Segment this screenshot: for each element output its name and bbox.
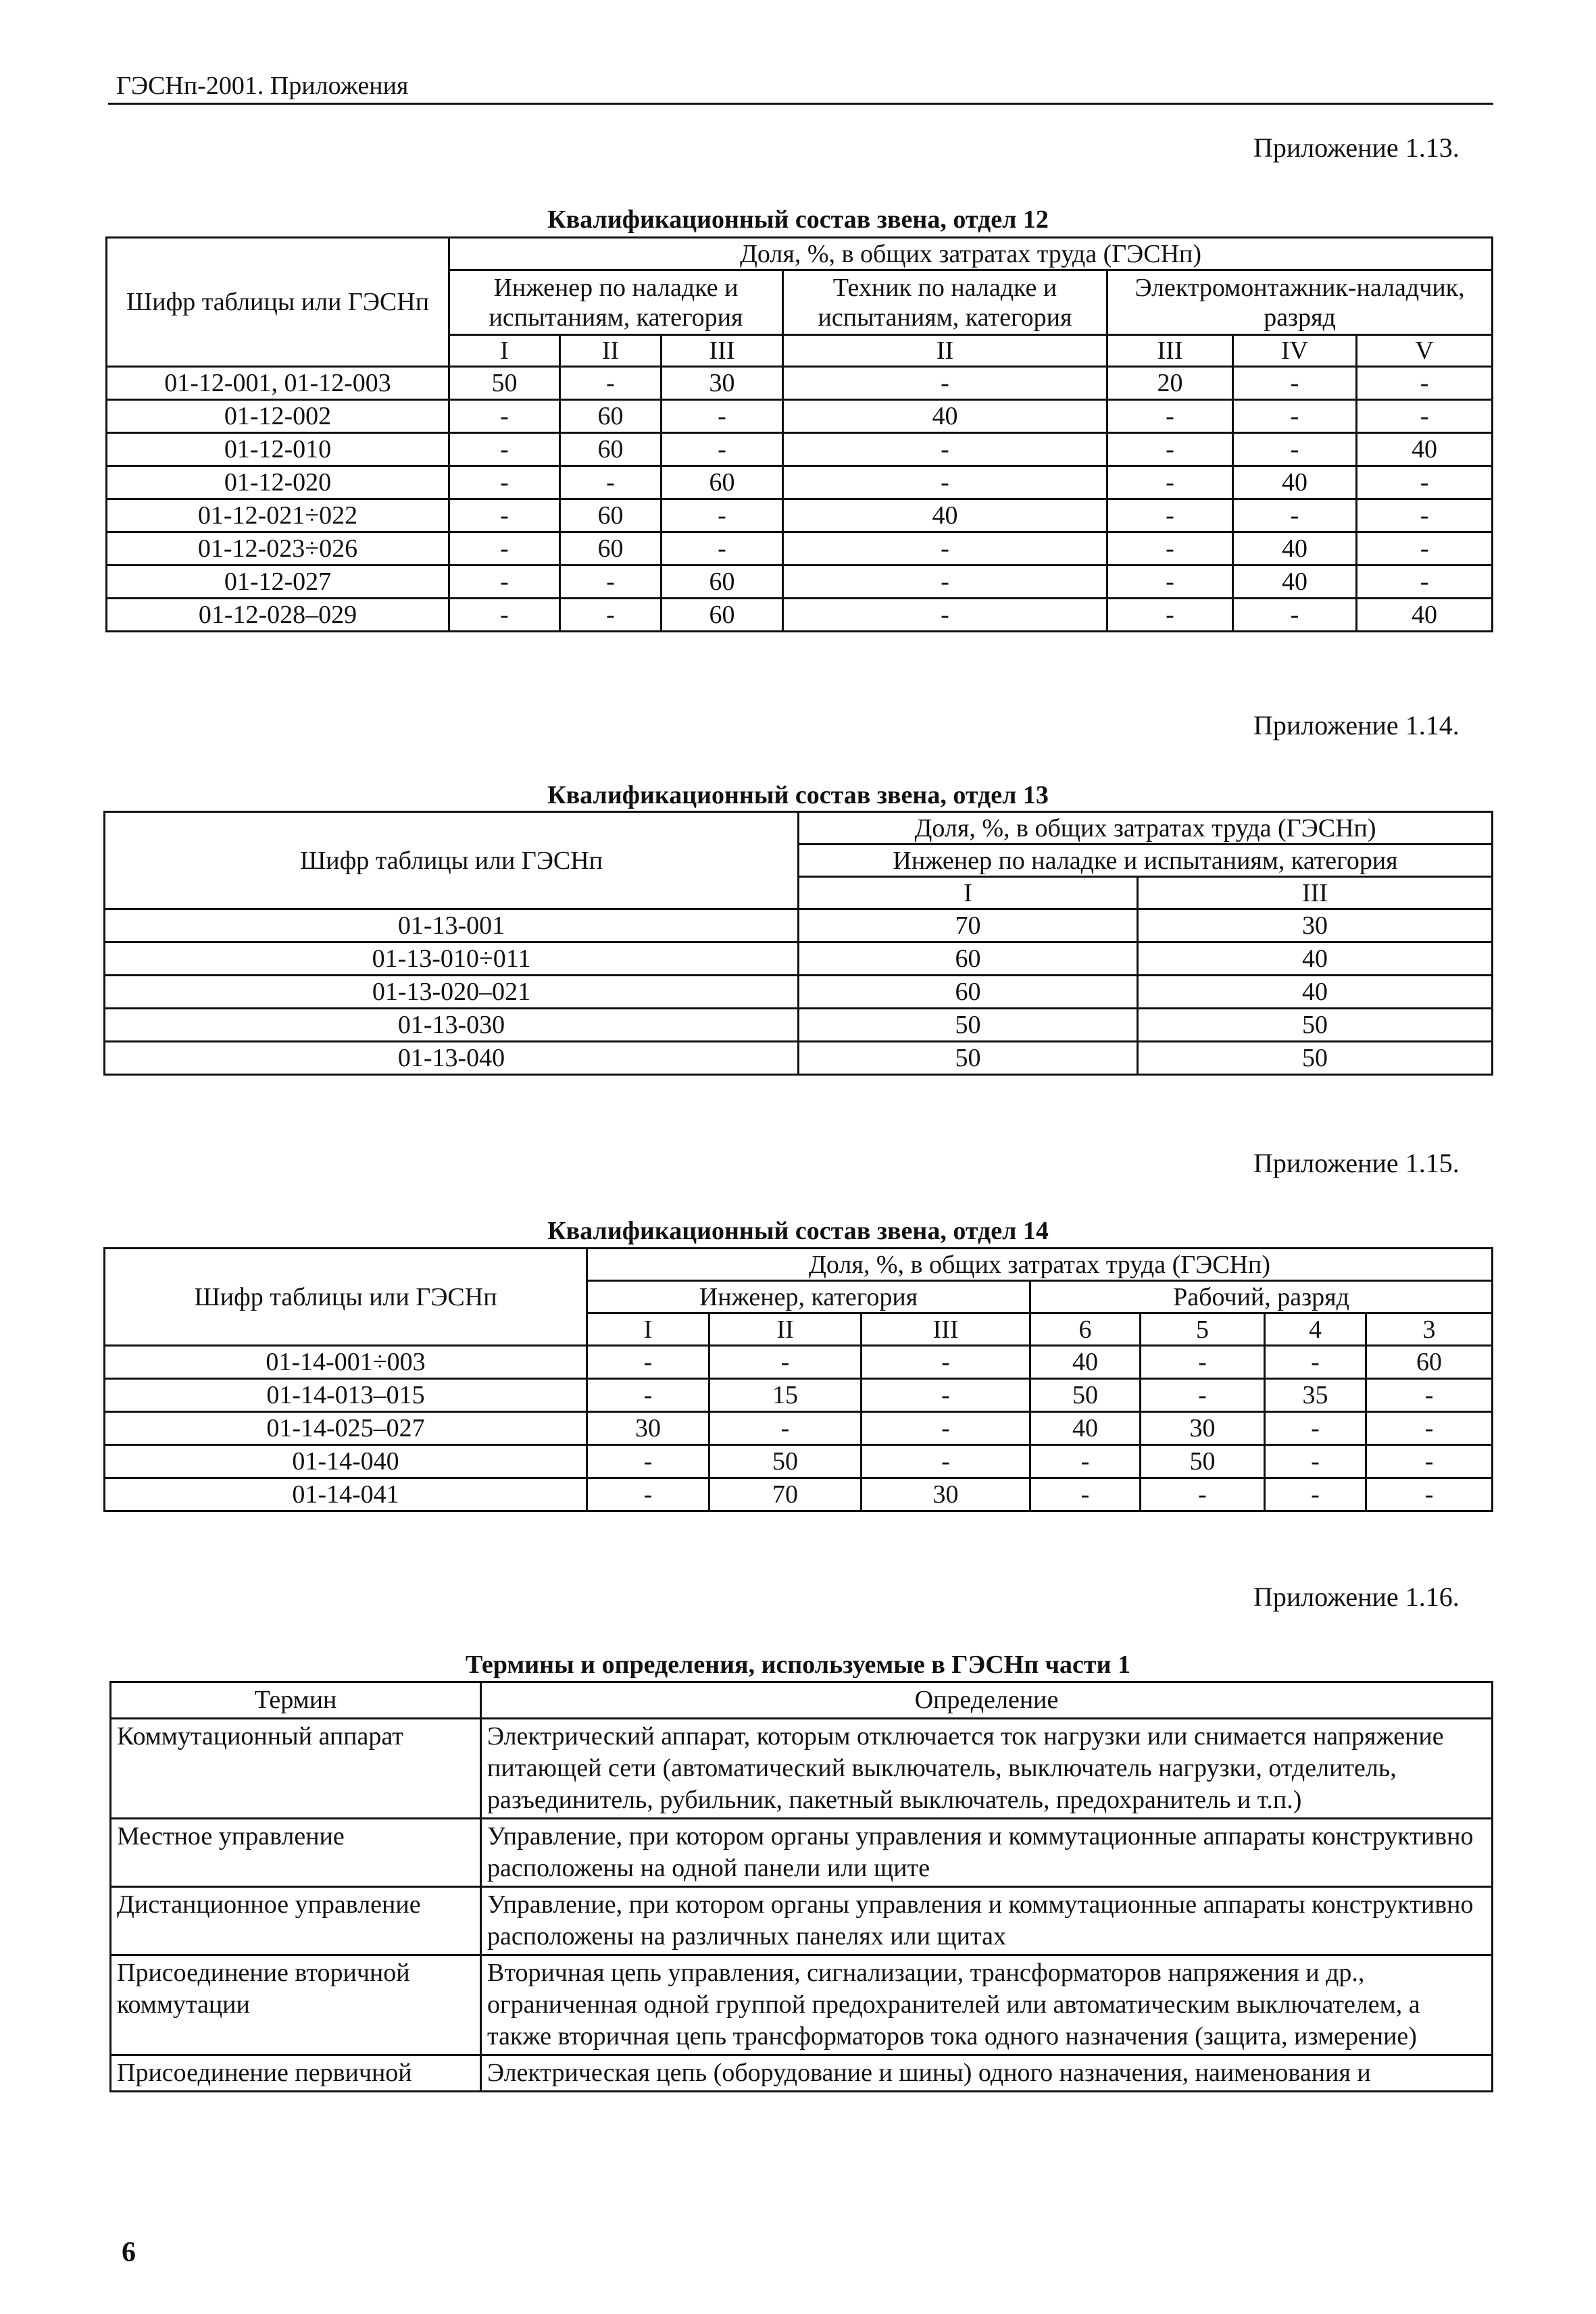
share-cell: - [587,1346,709,1379]
share-cell: - [587,1478,709,1511]
share-cell: - [1366,1412,1493,1445]
term-cell: Дистанционное управление [111,1887,481,1955]
subheader-cell: IV [1233,335,1357,367]
share-cell: - [560,466,662,499]
share-cell: - [1265,1478,1366,1511]
table-row [107,433,1493,466]
table-row [105,1042,1493,1075]
share-cell: - [862,1346,1030,1379]
share-cell: 60 [1366,1346,1493,1379]
header-share: Доля, %, в общих затратах труда (ГЭСНп) [587,1249,1493,1281]
share-cell: - [1107,433,1233,466]
table-row [105,1346,1493,1379]
definition-cell: Электрический аппарат, которым отключается ток нагрузки или снимается напряжение питающей сети (автоматический выключатель, выключатель нагрузки, отделитель, разъединитель, рубильник, пакетный выключатель, предохранитель и т.п.) [481,1719,1493,1819]
term-cell: Присоединение первичной [111,2055,481,2092]
header-share: Доля, %, в общих затратах труда (ГЭСНп) [449,238,1493,270]
header-definition: Определение [481,1682,1493,1719]
code-cell: 01-12-023÷026 [107,532,449,565]
share-cell: - [1233,499,1357,532]
subheader-cell: 6 [1030,1313,1141,1346]
share-cell: - [1357,499,1493,532]
share-cell: - [662,499,783,532]
code-cell: 01-12-002 [107,400,449,433]
code-cell: 01-13-001 [105,909,799,942]
subheader-cell: II [709,1313,862,1346]
code-cell: 01-12-020 [107,466,449,499]
share-cell: 40 [1030,1346,1141,1379]
share-cell: 30 [1138,909,1493,942]
header-code: Шифр таблицы или ГЭСНп [105,1249,587,1346]
share-cell: - [783,565,1107,599]
subheader-cell: III [862,1313,1030,1346]
share-cell: 35 [1265,1379,1366,1412]
share-cell: - [560,565,662,599]
appendix-label-1-15: Приложение 1.15. [1253,1148,1460,1178]
definition-cell: Управление, при котором органы управления и коммутационные аппараты конструктивно расположены на различных панелях или щитах [481,1887,1493,1955]
appendix-label-1-16: Приложение 1.16. [1253,1582,1460,1612]
code-cell: 01-12-021÷022 [107,499,449,532]
share-cell: 40 [783,499,1107,532]
code-cell: 01-13-030 [105,1009,799,1042]
share-cell: - [783,599,1107,632]
share-cell: - [1107,466,1233,499]
share-cell: - [662,532,783,565]
share-cell: - [1107,400,1233,433]
table-caption-1-13: Квалификационный состав звена, отдел 12 [547,205,1049,234]
header-code: Шифр таблицы или ГЭСНп [105,812,799,909]
share-cell: - [783,367,1107,400]
share-cell: - [1233,367,1357,400]
share-cell: 50 [1141,1445,1265,1478]
table-row [107,400,1493,433]
share-cell: 60 [799,976,1138,1009]
code-cell: 01-14-041 [105,1478,587,1511]
share-cell: - [449,532,560,565]
share-cell: - [587,1445,709,1478]
table-row [107,367,1493,400]
code-cell: 01-14-001÷003 [105,1346,587,1379]
header-engineer: Инженер по наладке и испытаниям, категория [449,270,783,335]
share-cell: - [1107,532,1233,565]
share-cell: - [560,367,662,400]
share-cell: - [1366,1379,1493,1412]
share-cell: 60 [560,400,662,433]
subheader-cell: 3 [1366,1313,1493,1346]
definition-cell: Управление, при котором органы управления и коммутационные аппараты конструктивно расположены на одной панели или щите [481,1819,1493,1887]
code-cell: 01-12-027 [107,565,449,599]
subheader-cell: 4 [1265,1313,1366,1346]
header-technician: Техник по наладке и испытаниям, категория [783,270,1107,335]
share-cell: 20 [1107,367,1233,400]
subheader-cell: I [449,335,560,367]
share-cell: 40 [1233,532,1357,565]
subheader-cell: II [783,335,1107,367]
share-cell: 50 [799,1009,1138,1042]
share-cell: - [1107,499,1233,532]
term-cell: Местное управление [111,1819,481,1887]
share-cell: - [1357,400,1493,433]
term-cell: Коммутационный аппарат [111,1719,481,1819]
share-cell: - [783,433,1107,466]
share-cell: 60 [799,942,1138,976]
share-cell: 40 [783,400,1107,433]
subheader-cell: III [1107,335,1233,367]
share-cell: - [862,1445,1030,1478]
share-cell: - [1030,1445,1141,1478]
share-cell: - [449,466,560,499]
term-cell: Присоединение вторичной коммутации [111,1955,481,2055]
term-row [111,1887,1493,1955]
share-cell: - [783,466,1107,499]
subheader-cell: II [560,335,662,367]
share-cell: - [1366,1445,1493,1478]
share-cell: 70 [709,1478,862,1511]
code-cell: 01-13-020–021 [105,976,799,1009]
share-cell: 50 [799,1042,1138,1075]
table-row [105,1009,1493,1042]
code-cell: 01-12-028–029 [107,599,449,632]
header-electrician: Электромонтажник-наладчик, разряд [1107,270,1493,335]
share-cell: 40 [1138,942,1493,976]
table-row [107,532,1493,565]
share-cell: 30 [587,1412,709,1445]
share-cell: - [1233,599,1357,632]
share-cell: 40 [1030,1412,1141,1445]
subheader-cell: III [1138,877,1493,909]
share-cell: - [1107,599,1233,632]
share-cell: - [862,1379,1030,1412]
table-row [107,565,1493,599]
definition-cell: Электрическая цепь (оборудование и шины) одного назначения, наименования и [481,2055,1493,2092]
table-row [107,499,1493,532]
share-cell: 50 [1138,1009,1493,1042]
term-row [111,1955,1493,2055]
share-cell: - [1265,1412,1366,1445]
header-term: Термин [111,1682,481,1719]
share-cell: - [449,499,560,532]
share-cell: - [1357,367,1493,400]
share-cell: - [1141,1346,1265,1379]
share-cell: - [1107,565,1233,599]
appendix-label-1-13: Приложение 1.13. [1253,132,1460,163]
share-cell: - [709,1346,862,1379]
subheader-cell: V [1357,335,1493,367]
table-row [105,1379,1493,1412]
running-header: ГЭСНп-2001. Приложения [116,72,409,100]
share-cell: 70 [799,909,1138,942]
table-row [105,1445,1493,1478]
table-row [105,942,1493,976]
code-cell: 01-14-013–015 [105,1379,587,1412]
table-row [105,1478,1493,1511]
share-cell: - [1233,400,1357,433]
terms-table [109,1681,1493,2092]
share-cell: 60 [560,532,662,565]
share-cell: - [1366,1478,1493,1511]
share-cell: - [449,565,560,599]
subheader-cell: I [799,877,1138,909]
share-cell: - [1357,466,1493,499]
share-cell: - [1030,1478,1141,1511]
share-cell: - [449,599,560,632]
share-cell: - [1265,1346,1366,1379]
share-cell: 15 [709,1379,862,1412]
share-cell: 60 [662,565,783,599]
share-cell: 40 [1138,976,1493,1009]
share-cell: - [449,400,560,433]
table-caption-1-14: Квалификационный состав звена, отдел 13 [547,781,1049,809]
definition-cell: Вторичная цепь управления, сигнализации, трансформаторов напряжения и др., ограниченная одной группой предохранителей или автоматическим выключателем, а также вторичная цепь трансформаторов тока одного назначения (защита, измерение) [481,1955,1493,2055]
share-cell: 50 [1030,1379,1141,1412]
table-1-13 [105,236,1493,632]
share-cell: - [783,532,1107,565]
code-cell: 01-14-025–027 [105,1412,587,1445]
share-cell: 30 [1141,1412,1265,1445]
table-caption-1-16: Термины и определения, используемые в ГЭСНп части 1 [466,1651,1130,1679]
share-cell: 50 [1138,1042,1493,1075]
term-row [111,2055,1493,2092]
share-cell: 60 [662,599,783,632]
share-cell: - [1265,1445,1366,1478]
share-cell: 50 [449,367,560,400]
share-cell: - [1357,565,1493,599]
share-cell: 30 [662,367,783,400]
subheader-cell: I [587,1313,709,1346]
table-row [105,1412,1493,1445]
header-share: Доля, %, в общих затратах труда (ГЭСНп) [799,812,1493,845]
subheader-cell: 5 [1141,1313,1265,1346]
share-cell: - [1233,433,1357,466]
term-row [111,1719,1493,1819]
share-cell: - [560,599,662,632]
header-rule [108,103,1493,105]
share-cell: 50 [709,1445,862,1478]
share-cell: - [662,433,783,466]
term-row [111,1819,1493,1887]
table-1-14 [103,811,1493,1076]
share-cell: 60 [560,499,662,532]
share-cell: 40 [1357,433,1493,466]
table-caption-1-15: Квалификационный состав звена, отдел 14 [547,1217,1049,1245]
subheader-cell: III [662,335,783,367]
page-number: 6 [122,2237,136,2268]
header-engineer: Инженер по наладке и испытаниям, категория [799,845,1493,877]
share-cell: - [709,1412,862,1445]
table-row [107,599,1493,632]
table-row [105,909,1493,942]
header-engineer: Инженер, категория [587,1281,1030,1313]
share-cell: - [1357,532,1493,565]
code-cell: 01-13-040 [105,1042,799,1075]
share-cell: - [587,1379,709,1412]
share-cell: 40 [1357,599,1493,632]
share-cell: - [1141,1379,1265,1412]
code-cell: 01-13-010÷011 [105,942,799,976]
header-code: Шифр таблицы или ГЭСНп [107,238,449,367]
share-cell: 40 [1233,565,1357,599]
code-cell: 01-12-001, 01-12-003 [107,367,449,400]
appendix-label-1-14: Приложение 1.14. [1253,710,1460,740]
table-1-15 [103,1247,1493,1512]
share-cell: - [862,1412,1030,1445]
code-cell: 01-14-040 [105,1445,587,1478]
header-worker: Рабочий, разряд [1030,1281,1493,1313]
code-cell: 01-12-010 [107,433,449,466]
share-cell: 60 [662,466,783,499]
table-row [105,976,1493,1009]
share-cell: 30 [862,1478,1030,1511]
share-cell: - [662,400,783,433]
share-cell: - [1141,1478,1265,1511]
share-cell: - [449,433,560,466]
table-row [107,466,1493,499]
share-cell: 60 [560,433,662,466]
share-cell: 40 [1233,466,1357,499]
